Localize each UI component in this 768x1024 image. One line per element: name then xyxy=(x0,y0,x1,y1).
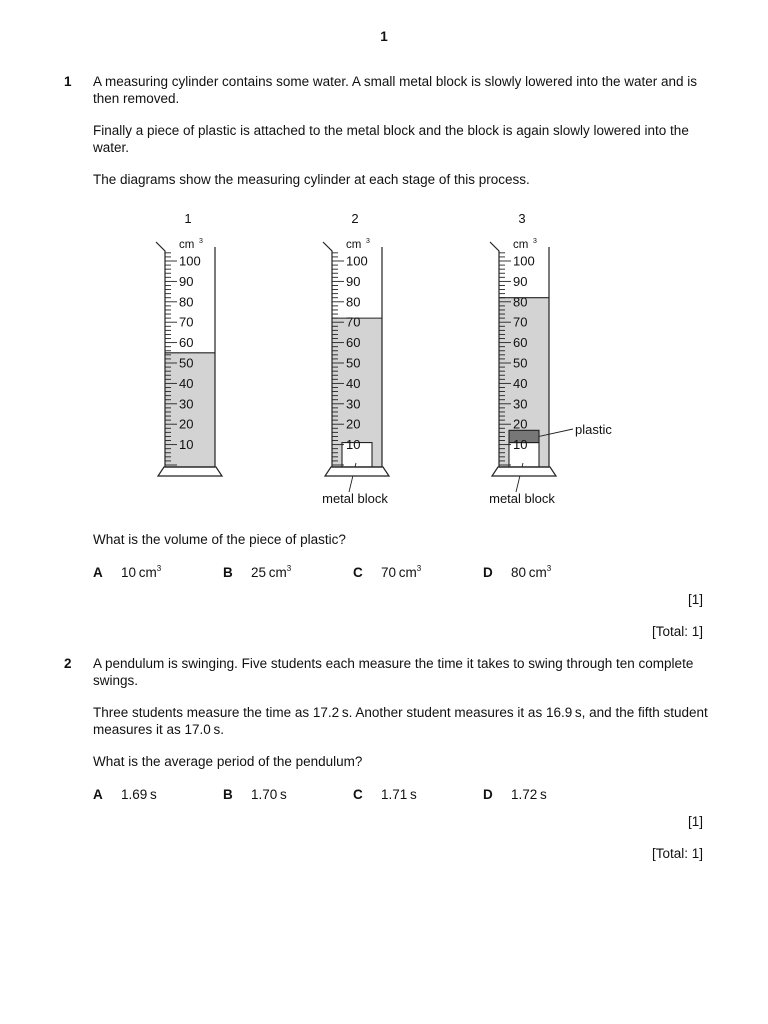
scale-label: 70 xyxy=(179,314,194,330)
q1-option-b-text: 25 $cm^3$ xyxy=(251,564,292,580)
scale-label: 50 xyxy=(346,355,361,371)
scale-label: 40 xyxy=(346,375,361,391)
q2-total: [Total: 1] xyxy=(651,846,703,861)
q2-paragraph-2: Three students measure the time as 17.2 s. Another student measures it as 16.9 s, and the fifth student measures it as 17.0 s. xyxy=(93,705,708,737)
scale-label: 10 xyxy=(513,437,528,453)
cylinder-left-wall xyxy=(490,242,499,467)
scale-label: 30 xyxy=(346,396,361,412)
cylinder-number: 3 xyxy=(518,211,526,226)
q2-option-d-text: 1.72 s xyxy=(511,787,547,802)
cylinder-2 xyxy=(322,211,389,506)
q2-option-c-letter: C xyxy=(353,787,363,802)
q1-mark: [1] xyxy=(687,592,703,607)
scale-label: 20 xyxy=(346,416,361,432)
q2-mark: [1] xyxy=(687,814,703,829)
q1-total: [Total: 1] xyxy=(651,624,703,639)
scale-label: 30 xyxy=(179,396,194,412)
q2-paragraph-1: A pendulum is swinging. Five students each measure the time it takes to swing through ten complete swings. xyxy=(93,656,694,688)
cylinder-left-wall xyxy=(323,242,332,467)
q2-number: 2 xyxy=(64,656,72,671)
cylinder-left-wall xyxy=(156,242,165,467)
scale-label: 70 xyxy=(346,314,361,330)
scale-label: 50 xyxy=(179,355,194,371)
scale-label: 90 xyxy=(513,273,528,289)
cylinder-3 xyxy=(489,211,612,506)
q1-option-b-letter: B xyxy=(223,565,233,580)
q1-number: 1 xyxy=(64,74,72,89)
scale-label: 100 xyxy=(179,253,201,269)
q1-paragraph-1: A measuring cylinder contains some water. A small metal block is slowly lowered into the water and is then removed. xyxy=(93,74,698,106)
q1-option-d-text: 80 $cm^3$ xyxy=(511,564,552,580)
scale-label: 90 xyxy=(179,273,194,289)
q1-question: What is the volume of the piece of plastic? xyxy=(93,532,346,547)
q2-question: What is the average period of the pendulum? xyxy=(93,754,363,769)
cylinder-base xyxy=(158,467,222,476)
scale-label: 20 xyxy=(179,416,194,432)
scale-label: 50 xyxy=(513,355,528,371)
scale-label: 100 xyxy=(346,253,368,269)
cylinder-base xyxy=(325,467,389,476)
scale-label: 60 xyxy=(346,335,361,351)
scale-label: 10 xyxy=(179,437,194,453)
unit-label: cm xyxy=(346,239,362,251)
scale-label: 90 xyxy=(346,273,361,289)
q2-option-d-letter: D xyxy=(483,787,493,802)
scale-label: 70 xyxy=(513,314,528,330)
cylinder-number: 1 xyxy=(184,211,192,226)
q2-option-b-letter: B xyxy=(223,787,233,802)
q2-option-c-text: 1.71 s xyxy=(381,787,417,802)
unit-label: cm xyxy=(513,239,529,251)
q1-option-a-letter: A xyxy=(93,565,103,580)
scale-label: 80 xyxy=(179,294,194,310)
q1-option-c-text: 70 $cm^3$ xyxy=(381,564,422,580)
unit-label: cm xyxy=(179,239,195,251)
scale-label: 10 xyxy=(346,437,361,453)
metal-block-label: metal block xyxy=(322,491,388,506)
scale-label: 60 xyxy=(179,335,194,351)
q2-option-b-text: 1.70 s xyxy=(251,787,287,802)
q1-option-a-text: 10 $cm^3$ xyxy=(121,564,162,580)
q1-paragraph-3: The diagrams show the measuring cylinder at each stage of this process. xyxy=(93,172,530,187)
q1-option-c-letter: C xyxy=(353,565,363,580)
cylinder-number: 2 xyxy=(351,211,359,226)
q2-option-a-text: 1.69 s xyxy=(121,787,157,802)
scale-label: 40 xyxy=(179,375,194,391)
scale-label: 60 xyxy=(513,335,528,351)
q2-option-a-letter: A xyxy=(93,787,103,802)
scale-label: 100 xyxy=(513,253,535,269)
scale-label: 30 xyxy=(513,396,528,412)
plastic-label: plastic xyxy=(575,422,612,437)
q1-paragraph-2: Finally a piece of plastic is attached to the metal block and the block is again slowly lowered into the water. xyxy=(93,123,689,155)
unit-superscript: 3 xyxy=(366,238,370,245)
unit-superscript: 3 xyxy=(533,238,537,245)
cylinder-base xyxy=(492,467,556,476)
cylinder-1 xyxy=(156,211,222,476)
scale-label: 20 xyxy=(513,416,528,432)
measuring-cylinders-diagram xyxy=(0,200,768,520)
page-number: 1 xyxy=(380,29,388,44)
scale-label: 40 xyxy=(513,375,528,391)
scale-label: 80 xyxy=(513,294,528,310)
scale-label: 80 xyxy=(346,294,361,310)
q1-option-d-letter: D xyxy=(483,565,493,580)
unit-superscript: 3 xyxy=(199,238,203,245)
metal-block-label: metal block xyxy=(489,491,555,506)
